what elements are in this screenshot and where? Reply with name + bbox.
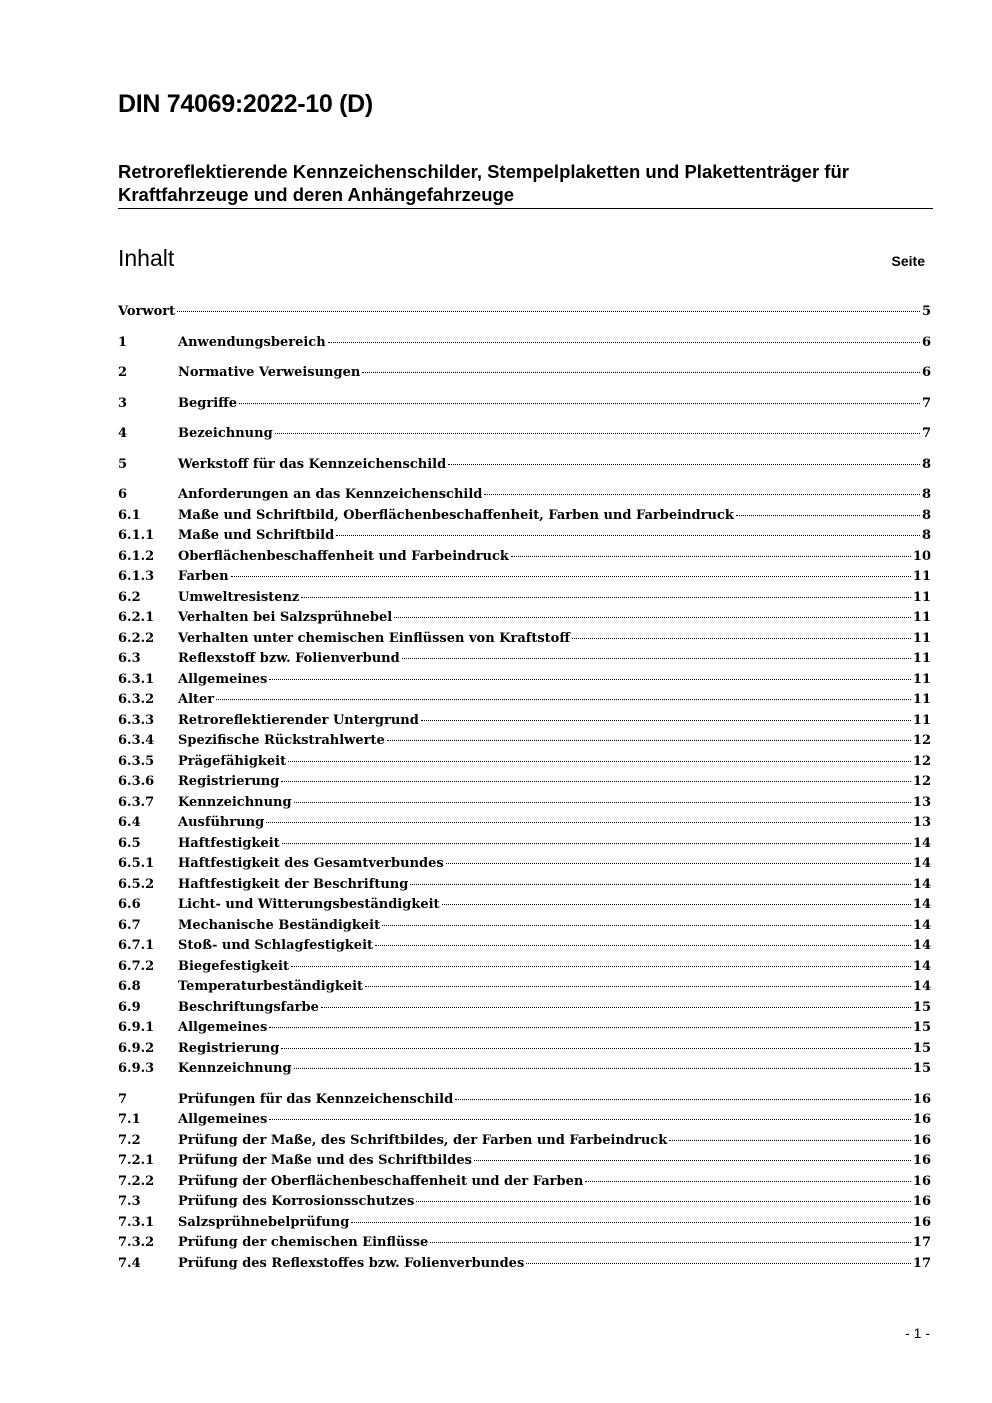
toc-dot-leader (410, 884, 911, 885)
toc-entry-number: 6.3.4 (118, 733, 155, 748)
toc-entry-number: 6.7.2 (118, 958, 155, 974)
toc-entry-number: 6.2 (118, 589, 141, 605)
document-title: Retroreflektierende Kennzeichenschilder, Stempelplaketten und Plakettenträger für Kraftfahrzeuge und deren Anhängefahrzeuge (118, 160, 933, 209)
toc-entry-page: 11 (912, 589, 931, 605)
toc-entry-number: 6.3.6 (118, 774, 155, 789)
toc-entry[interactable] (118, 1018, 931, 1039)
toc-entry-number: 6.1 (118, 507, 141, 523)
toc-entry-number: 6.7.1 (118, 938, 155, 953)
toc-entry-number: 6.5.2 (118, 876, 155, 892)
toc-dot-leader (269, 679, 911, 680)
toc-entry-number: 6.5.1 (118, 856, 155, 871)
toc-entry-title: Begriffe (178, 395, 238, 411)
toc-entry[interactable] (118, 333, 931, 354)
toc-entry-number: 6.2.2 (118, 630, 155, 646)
toc-entry[interactable] (118, 394, 931, 415)
toc-entry-number: 7.3.2 (118, 1235, 155, 1250)
toc-entry-number: 7 (118, 1091, 128, 1107)
toc-entry-title: Retroreflektierender Untergrund (178, 712, 419, 728)
toc-entry[interactable] (118, 875, 931, 896)
toc-entry-page: 6 (921, 334, 931, 350)
toc-entry-title: Prüfung der Maße, des Schriftbildes, der Farben und Farbeindruck (178, 1132, 668, 1148)
toc-entry-title: Bezeichnung (178, 426, 273, 441)
toc-entry[interactable] (118, 547, 931, 568)
toc-dot-leader (402, 658, 911, 659)
toc-entry[interactable] (118, 1039, 931, 1060)
toc-entry-title: Oberflächenbeschaffenheit und Farbeindruck (178, 548, 509, 564)
toc-entry-number: 7.3.1 (118, 1214, 155, 1230)
toc-dot-leader (375, 945, 911, 946)
toc-entry[interactable] (118, 731, 931, 752)
toc-entry[interactable] (118, 1254, 931, 1275)
toc-entry-number: 6.1.2 (118, 548, 155, 564)
toc-dot-leader (669, 1140, 911, 1141)
toc-dot-leader (365, 986, 911, 987)
toc-entry[interactable] (118, 567, 931, 588)
toc-dot-leader (177, 311, 920, 312)
toc-entry-title: Maße und Schriftbild (178, 528, 335, 543)
toc-dot-leader (416, 1201, 911, 1202)
toc-entry-title: Mechanische Beständigkeit (178, 917, 381, 933)
toc-entry[interactable] (118, 793, 931, 814)
toc-entry-page: 14 (912, 958, 931, 974)
toc-entry-page: 14 (912, 835, 931, 851)
toc-entry-number: 6.3.7 (118, 794, 155, 810)
toc-dot-leader (387, 740, 911, 741)
toc-entry-title: Werkstoff für das Kennzeichenschild (178, 456, 447, 472)
toc-entry[interactable] (118, 506, 931, 527)
toc-entry-title: Kennzeichnung (178, 1061, 292, 1076)
toc-entry[interactable] (118, 813, 931, 834)
toc-entry-title: Normative Verweisungen (178, 365, 361, 380)
toc-dot-leader (266, 822, 911, 823)
toc-entry-number: 7.3 (118, 1194, 141, 1209)
toc-entry-page: 7 (921, 395, 931, 411)
toc-entry-number: 3 (118, 395, 128, 411)
toc-entry-page: 7 (921, 426, 931, 441)
toc-entry-title: Prüfung des Korrosionsschutzes (178, 1194, 415, 1209)
toc-entry-page: 14 (912, 876, 931, 892)
toc-entry-number: 6.5 (118, 835, 141, 851)
toc-entry-title: Reflexstoff bzw. Folienverbund (178, 651, 400, 666)
toc-entry-title: Umweltresistenz (178, 589, 300, 605)
toc-entry-title: Haftfestigkeit der Beschriftung (178, 876, 409, 892)
table-of-contents (118, 302, 931, 1274)
toc-dot-leader (336, 535, 920, 536)
toc-dot-leader (736, 515, 920, 516)
toc-entry-title: Temperaturbeständigkeit (178, 979, 364, 994)
toc-dot-leader (526, 1263, 911, 1264)
toc-dot-leader (585, 1181, 911, 1182)
toc-entry-title: Allgemeines (178, 1020, 268, 1035)
toc-entry[interactable] (118, 690, 931, 711)
toc-dot-leader (281, 1048, 911, 1049)
toc-dot-leader (446, 863, 911, 864)
toc-entry[interactable] (118, 711, 931, 732)
toc-entry-page: 6 (921, 365, 931, 380)
toc-entry-title: Allgemeines (178, 1112, 268, 1127)
toc-entry-number: 6.3.3 (118, 712, 155, 728)
toc-entry[interactable] (118, 854, 931, 875)
toc-entry[interactable] (118, 629, 931, 650)
toc-dot-leader (269, 1027, 911, 1028)
toc-entry-page: 14 (912, 979, 931, 994)
toc-entry-number: 6.9.3 (118, 1061, 155, 1076)
toc-dot-leader (282, 843, 911, 844)
toc-dot-leader (288, 761, 911, 762)
toc-entry[interactable] (118, 936, 931, 957)
toc-entry-title: Salzsprühnebelprüfung (178, 1214, 350, 1230)
toc-entry[interactable] (118, 1110, 931, 1131)
toc-entry[interactable] (118, 485, 931, 506)
toc-entry-page: 12 (912, 753, 931, 769)
toc-dot-leader (382, 925, 911, 926)
toc-entry-title: Prägefähigkeit (178, 753, 287, 769)
toc-entry-page: 14 (912, 897, 931, 912)
toc-entry-title: Prüfung der Maße und des Schriftbildes (178, 1153, 472, 1168)
toc-entry[interactable] (118, 302, 931, 323)
toc-entry-page: 16 (912, 1132, 931, 1148)
toc-dot-leader (448, 464, 920, 465)
toc-entry[interactable] (118, 1192, 931, 1213)
toc-dot-leader (291, 966, 911, 967)
toc-entry[interactable] (118, 588, 931, 609)
toc-entry-number: 6.8 (118, 979, 141, 994)
toc-entry-page: 11 (912, 671, 931, 687)
toc-entry-title: Prüfung der chemischen Einflüsse (178, 1235, 429, 1250)
toc-entry[interactable] (118, 834, 931, 855)
toc-entry-page: 15 (912, 999, 931, 1015)
toc-entry[interactable] (118, 1213, 931, 1234)
toc-entry-page: 13 (912, 815, 931, 830)
toc-entry-page: 11 (912, 712, 931, 728)
toc-entry[interactable] (118, 1172, 931, 1193)
toc-entry-page: 12 (912, 774, 931, 789)
toc-entry-page: 11 (912, 630, 931, 646)
toc-entry-title: Prüfung der Oberflächenbeschaffenheit und der Farben (178, 1173, 584, 1189)
toc-entry-number: Vorwort (118, 304, 176, 319)
toc-entry[interactable] (118, 363, 931, 384)
toc-entry-title: Ausführung (178, 815, 265, 830)
toc-entry-title: Alter (178, 692, 215, 707)
toc-entry-page: 5 (921, 304, 931, 319)
toc-entry-title: Licht- und Witterungsbeständigkeit (178, 897, 440, 912)
toc-entry[interactable] (118, 977, 931, 998)
toc-entry-number: 7.2 (118, 1132, 141, 1148)
toc-dot-leader (275, 433, 920, 434)
toc-dot-leader (216, 699, 911, 700)
toc-entry[interactable] (118, 1151, 931, 1172)
toc-entry[interactable] (118, 1090, 931, 1111)
toc-dot-leader (572, 638, 911, 639)
toc-entry-page: 16 (912, 1173, 931, 1189)
toc-dot-leader (321, 1007, 911, 1008)
toc-entry-page: 14 (912, 856, 931, 871)
toc-dot-leader (239, 403, 920, 404)
toc-dot-leader (421, 720, 911, 721)
toc-entry-title: Verhalten bei Salzsprühnebel (178, 610, 393, 625)
toc-dot-leader (442, 904, 911, 905)
toc-entry[interactable] (118, 895, 931, 916)
toc-entry-title: Prüfung des Reflexstoffes bzw. Folienverbundes (178, 1255, 525, 1271)
toc-entry-number: 6 (118, 487, 128, 502)
toc-entry-page: 11 (912, 692, 931, 707)
toc-entry-page: 11 (912, 610, 931, 625)
toc-entry-title: Anforderungen an das Kennzeichenschild (178, 487, 483, 502)
toc-dot-leader (231, 576, 911, 577)
toc-entry-title: Farben (178, 569, 229, 584)
document-id: DIN 74069:2022-10 (D) (118, 90, 373, 118)
toc-entry-number: 6.9.1 (118, 1020, 155, 1035)
toc-entry[interactable] (118, 1233, 931, 1254)
toc-entry[interactable] (118, 957, 931, 978)
toc-entry-number: 6.3 (118, 651, 141, 666)
toc-dot-leader (301, 597, 911, 598)
toc-entry-number: 6.3.1 (118, 671, 155, 687)
toc-entry-title: Allgemeines (178, 671, 268, 687)
toc-entry-title: Maße und Schriftbild, Oberflächenbeschaffenheit, Farben und Farbeindruck (178, 507, 734, 523)
toc-entry[interactable] (118, 649, 931, 670)
toc-entry-title: Spezifische Rückstrahlwerte (178, 733, 385, 748)
toc-entry-page: 16 (912, 1214, 931, 1230)
toc-entry-title: Haftfestigkeit des Gesamtverbundes (178, 856, 444, 871)
toc-entry-page: 8 (921, 528, 931, 543)
toc-entry-page: 15 (912, 1061, 931, 1076)
toc-dot-leader (430, 1242, 911, 1243)
toc-entry-title: Registrierung (178, 1040, 280, 1056)
toc-entry-page: 14 (912, 917, 931, 933)
toc-entry[interactable] (118, 455, 931, 476)
toc-entry-number: 6.3.2 (118, 692, 155, 707)
toc-dot-leader (455, 1099, 911, 1100)
toc-dot-leader (474, 1160, 911, 1161)
toc-dot-leader (511, 556, 911, 557)
toc-entry-number: 7.4 (118, 1255, 141, 1271)
toc-heading: Inhalt (118, 245, 175, 271)
toc-dot-leader (281, 781, 911, 782)
toc-dot-leader (484, 494, 920, 495)
toc-page-column-label: Seite (891, 253, 925, 269)
toc-entry-title: Prüfungen für das Kennzeichenschild (178, 1091, 454, 1107)
toc-entry[interactable] (118, 1131, 931, 1152)
toc-entry[interactable] (118, 916, 931, 937)
toc-dot-leader (269, 1119, 911, 1120)
toc-entry-number: 6.4 (118, 815, 141, 830)
page-number: - 1 - (905, 1325, 930, 1341)
toc-entry-page: 17 (912, 1255, 931, 1271)
toc-entry-title: Verhalten unter chemischen Einflüssen von Kraftstoff (178, 630, 571, 646)
toc-entry-page: 17 (912, 1235, 931, 1250)
toc-entry-number: 7.2.2 (118, 1173, 155, 1189)
toc-entry[interactable] (118, 998, 931, 1019)
toc-entry-page: 16 (912, 1112, 931, 1127)
toc-entry-number: 6.9.2 (118, 1040, 155, 1056)
toc-entry[interactable] (118, 526, 931, 547)
toc-entry-title: Biegefestigkeit (178, 958, 289, 974)
toc-entry-number: 2 (118, 365, 128, 380)
toc-entry[interactable] (118, 608, 931, 629)
toc-entry-title: Beschriftungsfarbe (178, 999, 319, 1015)
toc-entry-page: 8 (921, 456, 931, 472)
toc-entry[interactable] (118, 1059, 931, 1080)
toc-entry-page: 15 (912, 1020, 931, 1035)
toc-entry[interactable] (118, 752, 931, 773)
toc-entry-page: 13 (912, 794, 931, 810)
toc-entry-number: 6.7 (118, 917, 141, 933)
toc-entry-number: 6.1.1 (118, 528, 155, 543)
toc-entry-page: 8 (921, 487, 931, 502)
toc-entry-page: 15 (912, 1040, 931, 1056)
toc-entry-number: 5 (118, 456, 128, 472)
toc-dot-leader (362, 372, 920, 373)
toc-entry-page: 16 (912, 1091, 931, 1107)
toc-dot-leader (328, 342, 920, 343)
toc-dot-leader (294, 802, 911, 803)
toc-dot-leader (294, 1068, 911, 1069)
toc-entry-title: Kennzeichnung (178, 794, 292, 810)
toc-entry-title: Haftfestigkeit (178, 835, 280, 851)
toc-entry-number: 7.1 (118, 1112, 141, 1127)
toc-entry-page: 8 (921, 507, 931, 523)
toc-entry-number: 6.9 (118, 999, 141, 1015)
toc-entry-number: 1 (118, 334, 128, 350)
toc-entry-page: 16 (912, 1194, 931, 1209)
toc-entry-number: 6.2.1 (118, 610, 155, 625)
toc-entry-number: 6.1.3 (118, 569, 155, 584)
toc-entry-title: Anwendungsbereich (178, 334, 326, 350)
toc-entry-page: 14 (912, 938, 931, 953)
toc-entry-title: Stoß- und Schlagfestigkeit (178, 938, 374, 953)
toc-dot-leader (351, 1222, 911, 1223)
toc-entry-title: Registrierung (178, 774, 280, 789)
toc-entry-number: 4 (118, 426, 128, 441)
toc-entry-page: 11 (912, 569, 931, 584)
toc-entry-number: 6.6 (118, 897, 141, 912)
toc-entry[interactable] (118, 670, 931, 691)
toc-entry-number: 7.2.1 (118, 1153, 155, 1168)
toc-dot-leader (394, 617, 911, 618)
toc-entry-page: 10 (912, 548, 931, 564)
toc-entry-page: 12 (912, 733, 931, 748)
toc-entry-page: 11 (912, 651, 931, 666)
toc-entry[interactable] (118, 772, 931, 793)
toc-entry[interactable] (118, 424, 931, 445)
toc-entry-page: 16 (912, 1153, 931, 1168)
toc-entry-number: 6.3.5 (118, 753, 155, 769)
